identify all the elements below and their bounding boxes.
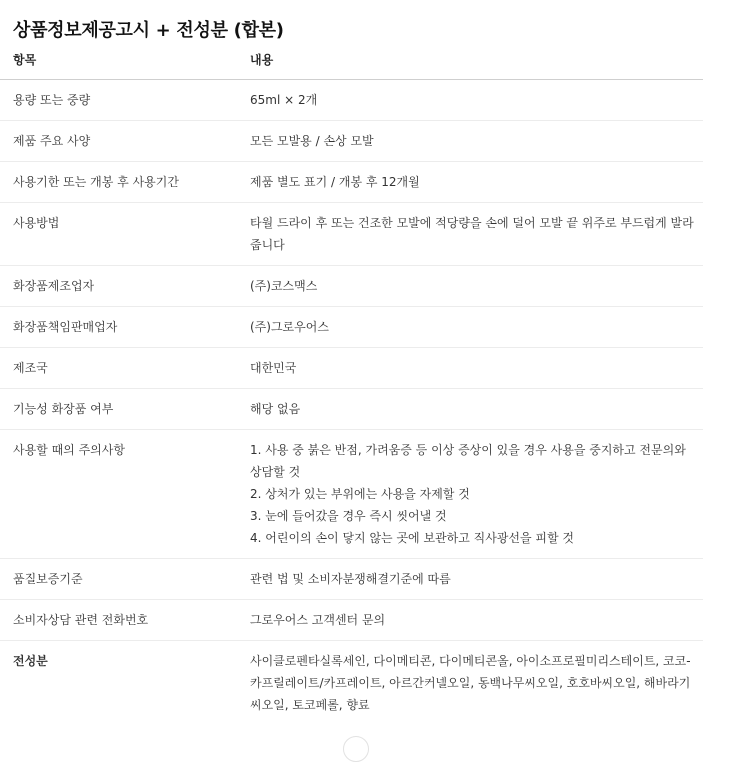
row-value: (주)그로우어스 xyxy=(250,307,703,348)
row-label: 화장품제조업자 xyxy=(0,266,250,307)
table-header-row xyxy=(0,43,703,80)
table-row-spec xyxy=(0,121,703,162)
row-label: 소비자상담 관련 전화번호 xyxy=(0,600,250,641)
table-row-expiry xyxy=(0,162,703,203)
row-label: 사용방법 xyxy=(0,203,250,266)
row-label: 용량 또는 중량 xyxy=(0,80,250,121)
table-row-country xyxy=(0,348,703,389)
row-value xyxy=(250,430,703,559)
table-row-quality xyxy=(0,559,703,600)
row-label: 제품 주요 사양 xyxy=(0,121,250,162)
row-value: 해당 없음 xyxy=(250,389,703,430)
row-label: 기능성 화장품 여부 xyxy=(0,389,250,430)
column-header-content: 내용 xyxy=(250,43,703,80)
row-value: 제품 별도 표기 / 개봉 후 12개월 xyxy=(250,162,703,203)
precaution-line: 4. 어린이의 손이 닿지 않는 곳에 보관하고 직사광선을 피할 것 xyxy=(250,531,574,545)
row-label: 전성분 xyxy=(13,654,48,668)
column-header-item: 항목 xyxy=(0,43,250,80)
row-label: 품질보증기준 xyxy=(0,559,250,600)
row-value: 관련 법 및 소비자분쟁해결기준에 따름 xyxy=(250,559,703,600)
page-title: 상품정보제공고시 + 전성분 (합본) xyxy=(13,20,284,41)
row-label: 사용할 때의 주의사항 xyxy=(0,430,250,559)
precaution-line: 3. 눈에 들어갔을 경우 즉시 씻어낼 것 xyxy=(250,509,447,523)
row-value: (주)코스맥스 xyxy=(250,266,703,307)
precaution-line: 2. 상처가 있는 부위에는 사용을 자제할 것 xyxy=(250,487,470,501)
row-value: 그로우어스 고객센터 문의 xyxy=(250,600,703,641)
row-label: 제조국 xyxy=(0,348,250,389)
table-row-seller xyxy=(0,307,703,348)
table-row-usage xyxy=(0,203,703,266)
row-value: 사이클로펜타실록세인, 다이메티콘, 다이메티콘올, 아이소프로필미리스테이트, 코코-카프릴레이트/카프레이트, 아르간커넬오일, 동백나무씨오일, 호호바씨오일, 해바라기씨오일, 토코페롤, 향료 xyxy=(250,654,691,712)
table-row-manufacturer xyxy=(0,266,703,307)
product-info-table xyxy=(0,43,703,725)
precaution-line: 1. 사용 중 붉은 반점, 가려움증 등 이상 증상이 있을 경우 사용을 중지하고 전문의와 상담할 것 xyxy=(250,443,686,479)
row-value: 모든 모발용 / 손상 모발 xyxy=(250,121,703,162)
row-value: 65ml × 2개 xyxy=(250,80,703,121)
table-row-contact xyxy=(0,600,703,641)
row-label: 화장품책임판매업자 xyxy=(0,307,250,348)
table-row-functional xyxy=(0,389,703,430)
row-value: 대한민국 xyxy=(250,348,703,389)
scroll-top-button[interactable] xyxy=(343,736,369,762)
row-label: 사용기한 또는 개봉 후 사용기간 xyxy=(0,162,250,203)
table-row-volume xyxy=(0,80,703,121)
table-row-precautions xyxy=(0,430,703,559)
table-row-ingredients xyxy=(0,641,703,726)
row-value: 타월 드라이 후 또는 건조한 모발에 적당량을 손에 덜어 모발 끝 위주로 부드럽게 발라줍니다 xyxy=(250,203,703,266)
